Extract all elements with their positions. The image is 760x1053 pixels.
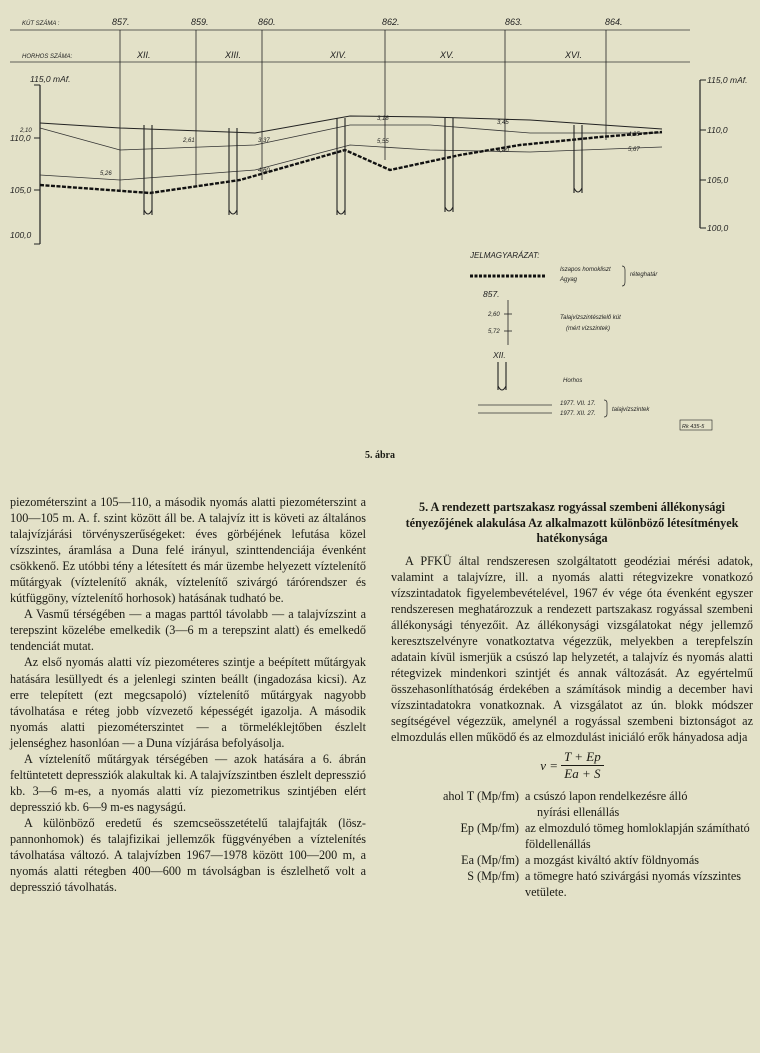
- formula-lhs: ν =: [540, 757, 559, 773]
- left-axis-label: 100,0: [10, 230, 32, 240]
- paragraph: A különböző eredetű és szemcseösszetételű talajfajták (lösz-pannonhomok) és talajfizikai jellemzők függvényében a víztelenítés távolhatása változó. A talajvízben 1967—1978 között 100—200 m, a nyomás alatti rétegben 400—600 m távolságban is észlelhető volt a depresszió távolhatás.: [10, 815, 366, 895]
- left-axis-label: 115,0 mAf.: [30, 74, 71, 84]
- paragraph: piezométerszint a 105—110, a második nyomás alatti piezométerszint a 100—105 m. A. f. szint között áll be. A talajvíz itt is követi az általános talajvízjárási törvényszerűségeket: éves görbéjének lefutása közel vízszintes, áramlása a Duna felé irányul, szinttendenciája évenként csökkenő. Ez utóbbi tény a létesített és már üzembe helyezett víztelenítő műtárgyak (víztelenítő aknák, víztelenítő szivárgó tárórendszer és kútfüggöny, víztelenítő horhosok) hatásának tudható be.: [10, 495, 366, 606]
- legend-gw-brace: [604, 400, 607, 417]
- definition-row: [391, 820, 753, 852]
- formula-numerator: T + Ep: [561, 749, 604, 766]
- well-number-label: KÚT SZÁMA :: [22, 21, 60, 27]
- definition-text: [525, 788, 753, 820]
- horhos-number-label: HORHOS SZÁMA:: [22, 54, 73, 60]
- horhos-number: XVI.: [565, 50, 583, 60]
- profile-value: 5,67: [628, 147, 640, 153]
- definition-symbol: Ep (Mp/fm): [460, 821, 519, 836]
- horhos-number: XIV.: [330, 50, 347, 60]
- legend-well-value: 5,72: [488, 329, 500, 335]
- formula-denominator: Ea + S: [564, 766, 601, 782]
- paragraph: Az első nyomás alatti víz piezométeres szintje a beépített műtárgyak hatására lesüllyedt és a jelenlegi szinten beállt (ingadozása kicsi). Az erre telepített (ezt megcsapoló) víztelenítő műtárgyak nagyobb távolhatása e réteg jobb vízvezető képességét igazolja. A második nyomás alatti piezométerszintet — a törmeléklejtőben észlelt jelenséghez hasonlóan — a Duna vízjárása befolyásolja.: [10, 655, 366, 750]
- legend-gw-date: 1977. XII. 27.: [560, 411, 596, 417]
- paragraph: A Vasmű térségében — a magas parttól távolabb — a talajvízszint a terepszint közelébe emelkedik (3—6 m a terepszint alatt) és emelkedő tendenciát mutat.: [10, 607, 366, 654]
- legend-well-note: (mért vízszintek): [566, 326, 611, 332]
- definition-symbol: ahol T (Mp/fm): [442, 789, 519, 804]
- well-number: 863.: [505, 17, 523, 27]
- well-number: 857.: [112, 17, 130, 27]
- profile-value: 3,37: [258, 138, 270, 144]
- legend-well-value: 2,60: [488, 312, 500, 318]
- horhos-number: XIII.: [225, 50, 242, 60]
- definition-line: a csúszó lapon rendelkezésre álló: [525, 789, 688, 804]
- right-axis-label: 110,0: [707, 125, 728, 135]
- ground-surface-line: [40, 116, 662, 133]
- section-heading: 5. A rendezett partszakasz rogyással szembeni állékonysági tényezőjének alakulása Az alkalmazott különböző létesítmények hatékonysága: [405, 500, 739, 545]
- stability-formula: [391, 749, 753, 782]
- legend-horhos-symbol: [498, 362, 506, 390]
- profile-value: 2,10: [20, 128, 32, 134]
- legend-layer-note: réteghatár: [630, 272, 658, 278]
- paragraph: A víztelenítő műtárgyak térségében — azok hatására a 6. ábrán feltüntetett depressziók alakultak ki. A talajvízszintben észlelt depresszió kb. 3—6 m-es, a nyomás alatti víz piezometrikus szintjében elért depresszió kb. 6—9 m-es nagyságú.: [10, 751, 366, 814]
- profile-value: 3,45: [497, 120, 509, 126]
- definition-symbol: Ea (Mp/fm): [461, 853, 519, 868]
- legend-gw-label: talajvízszintek: [612, 407, 650, 413]
- definition-row: [391, 788, 753, 820]
- right-axis-label: 115,0 mAf.: [707, 75, 748, 85]
- right-text-column: [391, 494, 753, 900]
- legend-gw-date: 1977. VII. 17.: [560, 401, 596, 407]
- well-symbols: [120, 30, 606, 192]
- well-number: 859.: [191, 17, 209, 27]
- figure-stamp: Rk 435-5: [682, 424, 705, 430]
- legend-title: JELMAGYARÁZAT:: [470, 251, 540, 260]
- well-number: 862.: [382, 17, 400, 27]
- horhos-symbols: [144, 118, 582, 215]
- definition-row: [391, 852, 753, 868]
- paragraph: A PFKÜ által rendszeresen szolgáltatott geodéziai mérési adatok, valamint a talajvízre, ill. a nyomás alatti rétegvizekre vonatkozó vízszintadatok figyelembevételével, 1967 év vége óta évenként egyszer rendszeresen meghatározzuk a rendezett partszakasz rogyással szembeni állékonysági tényezőit. Az állékonysági vizsgálatokat négy jellemző keresztszelvényre vonatkoztatva végezzük, melyekben a terepfelszín adatain kívül ismerjük a csúszó lap helyzetét, a talajvíz és nyomás alatti rétegvizek mindenkori szintjét és annak változását. Az egyértelmű összehasonlíthatóság érdekében a számítások mindig a december havi vízszintadatokra vonatkoznak. A vizsgálatot az ún. blokk módszer segítségével végezzük, amelynél a rogyással szembeni biztonságot az elmozdulás ellen működő és az elmozdulást iniciáló erők hányadosa adja: [391, 553, 753, 745]
- profile-value: 4,40: [497, 148, 509, 154]
- legend-layer-bottom: Agyag: [560, 277, 578, 283]
- horhos-number: XII.: [137, 50, 151, 60]
- left-text-column: [10, 494, 366, 895]
- legend-brace: [622, 266, 625, 286]
- piezometric-level-line: [40, 145, 662, 180]
- layer-boundary-line: [40, 132, 662, 193]
- profile-value: 2,61: [183, 138, 195, 144]
- definition-row: [391, 868, 753, 900]
- legend-horhos-label: Horhos: [563, 378, 583, 384]
- profile-value: 3,18: [377, 116, 389, 122]
- legend-well-label: Talajvízszintészlelő kút: [560, 315, 621, 321]
- left-axis-label: 105,0: [10, 185, 32, 195]
- profile-value: 4,25: [628, 132, 640, 138]
- left-elevation-scale: [34, 85, 40, 244]
- definition-text: az elmozduló tömeg homloklapján számítható földellenállás: [525, 821, 750, 852]
- profile-value: 5,55: [377, 139, 389, 145]
- definition-text: a tömegre ható szivárgási nyomás vízszintes vetülete.: [525, 869, 742, 900]
- legend-layer-top: Iszapos homokliszt: [560, 267, 611, 273]
- well-number: 860.: [258, 17, 276, 27]
- definition-symbol: S (Mp/fm): [467, 869, 519, 884]
- legend-well-number: 857.: [483, 289, 500, 299]
- profile-value: 5,26: [100, 171, 112, 177]
- figure-caption: 5. ábra: [365, 450, 395, 461]
- right-axis-label: 100,0: [707, 223, 729, 233]
- legend-horhos-number: XII.: [493, 350, 506, 360]
- cross-section-figure: [0, 0, 760, 470]
- well-number: 864.: [605, 17, 623, 27]
- left-axis-label: 110,0: [10, 133, 31, 143]
- profile-value: 4,60: [258, 168, 270, 174]
- horhos-number: XV.: [440, 50, 454, 60]
- definition-text: a mozgást kiváltó aktív földnyomás: [525, 853, 699, 868]
- definition-line: nyírási ellenállás: [537, 805, 620, 820]
- right-axis-label: 105,0: [707, 175, 729, 185]
- formula-fraction: [561, 749, 604, 782]
- right-elevation-scale: [700, 80, 706, 228]
